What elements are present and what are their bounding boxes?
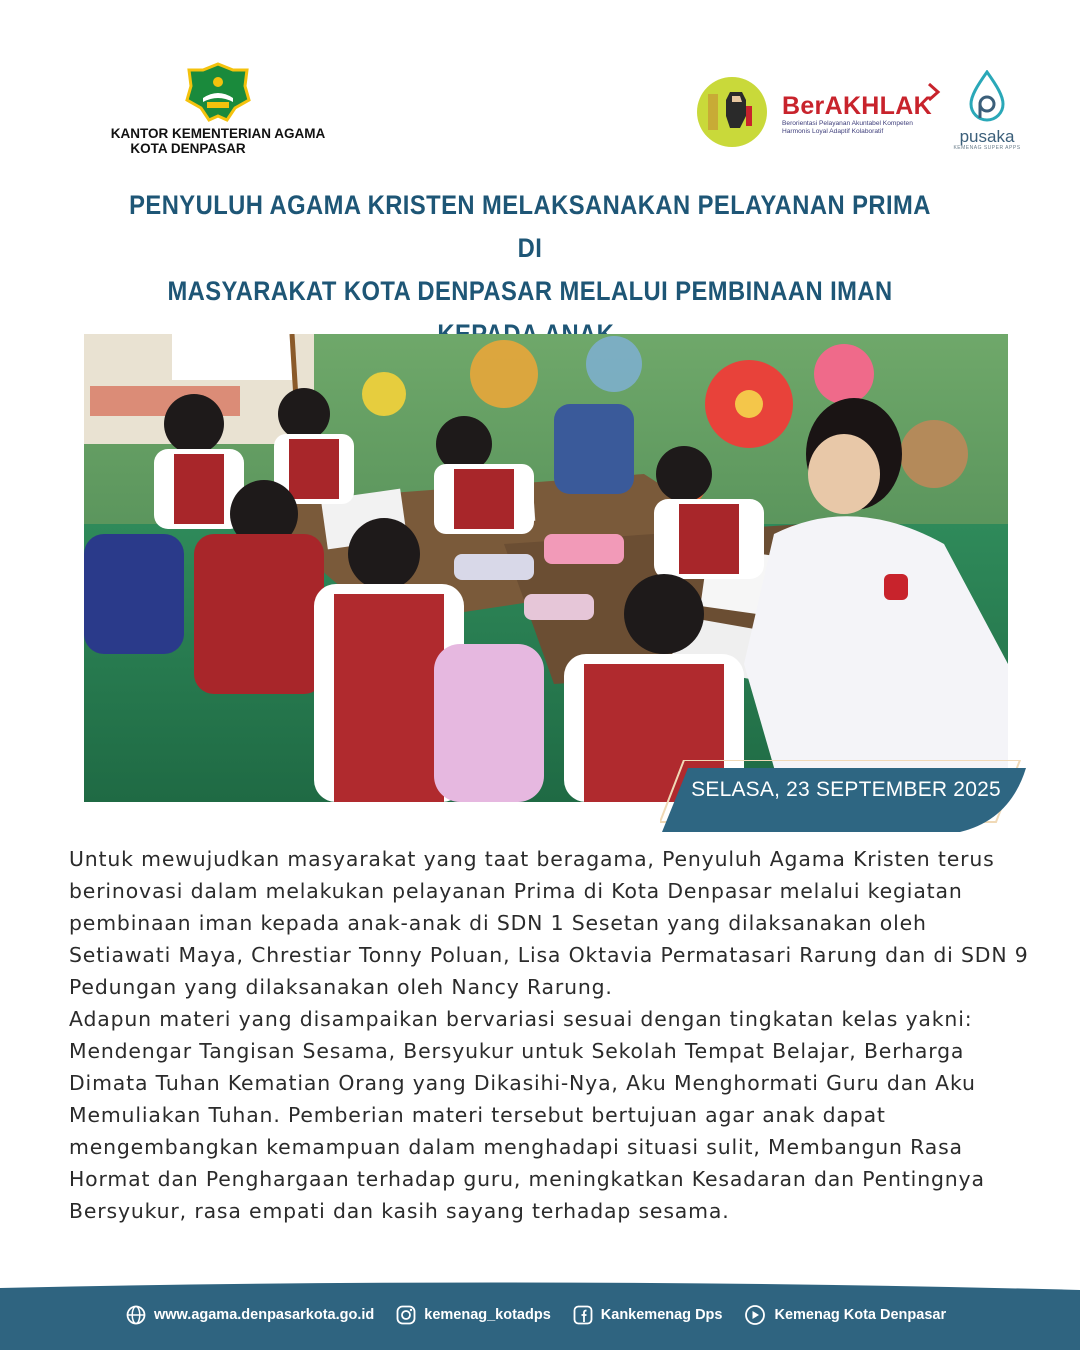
pusaka-word: pusaka: [959, 127, 1015, 146]
footer: [0, 1280, 1080, 1350]
berakhlak-chevron-icon: [926, 82, 942, 102]
event-photo: [84, 334, 1008, 802]
article-body: [69, 843, 1029, 1227]
footer-website[interactable]: [126, 1305, 374, 1325]
office-name-line1: KANTOR KEMENTERIAN AGAMA: [110, 126, 326, 141]
title-line-2: MASYARAKAT KOTA DENPASAR MELALUI PEMBINAAN IMAN: [167, 276, 893, 306]
berakhlak-logo: [782, 80, 942, 136]
youtube-icon: [744, 1305, 766, 1325]
partner-logos: [694, 70, 1026, 154]
berakhlak-tagline-2: Harmonis Loyal Adaptif Kolaboratif: [782, 128, 884, 135]
kemenag-logo-block: [100, 62, 336, 156]
footer-facebook[interactable]: [573, 1305, 723, 1325]
publish-date: SELASA, 23 SEPTEMBER 2025: [691, 778, 1001, 801]
footer-facebook-text: Kankemenag Dps: [600, 1307, 723, 1323]
instagram-icon: [396, 1305, 416, 1325]
footer-instagram-text: kemenag_kotadps: [424, 1307, 551, 1323]
berakhlak-tagline-1: Berorientasi Pelayanan Akuntabel Kompeten: [782, 120, 913, 127]
pusaka-tagline: KEMENAG SUPER APPS: [953, 145, 1021, 151]
footer-youtube[interactable]: [744, 1305, 946, 1325]
pusaka-drop-icon: [967, 70, 1007, 122]
article-paragraph-2: Adapun materi yang disampaikan bervariasi sesuai dengan tingkatan kelas yakni: Mendengar Tangisan Sesama, Bersyukur untuk Sekolah Tempat Belajar, Berharga Dimata Tuhan Kematian Orang yang Dikasihi-Nya, Aku Menghormati Guru dan Aku Memuliakan Tuhan. Pemberian materi tersebut bertujuan agar anak dapat mengembangkan kemampuan dalam menghadapi situasi sulit, Membangun Rasa Hormat dan Penghargaan terhadap guru, meningkatkan Kesadaran dan Pentingnya Bersyukur, rasa empati dan kasih sayang terhadap sesama.: [69, 1007, 985, 1223]
footer-contacts: [126, 1302, 1006, 1328]
pusaka-logo: [950, 70, 1024, 151]
facebook-icon: [573, 1305, 593, 1325]
article-paragraph-1: Untuk mewujudkan masyarakat yang taat beragama, Penyuluh Agama Kristen terus berinovasi dalam melakukan pelayanan Prima di Kota Denpasar melalui kegiatan pembinaan iman kepada anak-anak di SDN 1 Sesetan yang dilaksanakan oleh Setiawati Maya, Chrestiar Tonny Poluan, Lisa Oktavia Permatasari Rarung dan di SDN 9 Pedungan yang dilaksanakan oleh Nancy Rarung.: [69, 847, 1029, 999]
office-name-line2: KOTA DENPASAR: [130, 141, 246, 156]
ramah-badge-icon: [696, 76, 768, 148]
berakhlak-word: BerAKHLAK: [782, 92, 932, 120]
footer-website-text: www.agama.denpasarkota.go.id: [154, 1307, 375, 1323]
date-banner: [660, 760, 1030, 832]
footer-youtube-text: Kemenag Kota Denpasar: [774, 1307, 947, 1323]
title-line-1: PENYULUH AGAMA KRISTEN MELAKSANAKAN PELAYANAN PRIMA DI: [129, 190, 931, 263]
footer-instagram[interactable]: [396, 1305, 551, 1325]
kemenag-emblem-icon: [185, 62, 251, 122]
classroom-photo-illustration: [84, 334, 1008, 802]
office-name: [100, 126, 336, 156]
globe-icon: [126, 1305, 146, 1325]
